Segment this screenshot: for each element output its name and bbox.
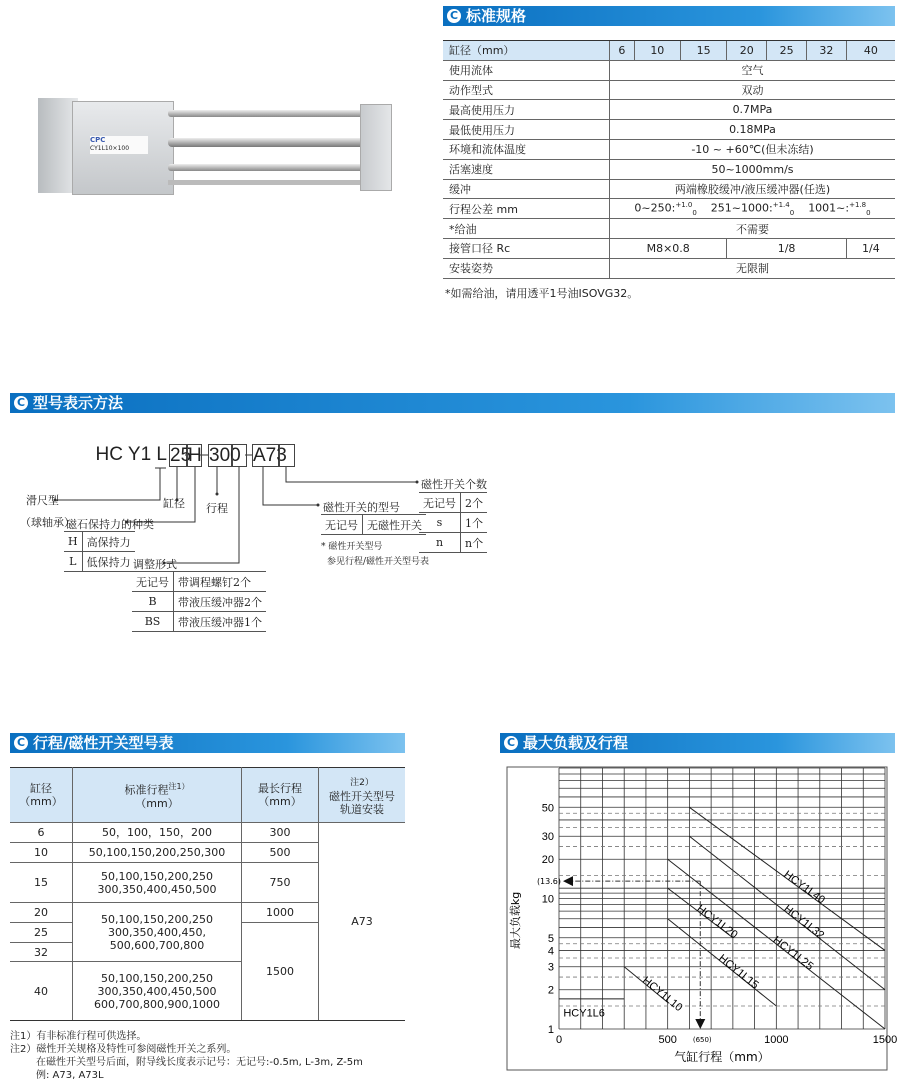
stroke-label: 行程 — [206, 502, 228, 515]
y-tick-label: 1 — [547, 1024, 554, 1036]
brand-label: CPC — [90, 136, 106, 144]
code: B — [132, 592, 174, 612]
desc: 低保持力 — [82, 552, 135, 572]
count-title: 磁性开关个数 — [421, 478, 487, 491]
chart-title: 最大负载及行程 — [523, 734, 629, 752]
row-label: 行程公差 mm — [443, 199, 610, 219]
desc: 高保持力 — [82, 532, 135, 552]
row-value: 50~1000mm/s — [610, 159, 896, 179]
series-label: HCY1L32 — [781, 902, 827, 942]
h-switch: 注2） 磁性开关型号 轨道安装 — [319, 768, 406, 823]
code: L — [64, 552, 82, 572]
h-std: 标准行程$^{注1)}$ （mm） — [73, 768, 242, 823]
series-label: HCY1L10 — [640, 974, 685, 1015]
desc: n个 — [461, 533, 488, 553]
row-value: 双动 — [610, 80, 896, 100]
adjust-title: 调整形式 — [133, 558, 177, 571]
code: BS — [132, 612, 174, 632]
bore-col: 32 — [806, 41, 846, 61]
bore-col: 6 — [610, 41, 635, 61]
chart-section-header — [500, 733, 895, 753]
code: s — [419, 513, 461, 533]
count-code-box — [279, 444, 295, 467]
row-label: 使用流体 — [443, 60, 610, 80]
hold-code-box: H — [188, 445, 202, 466]
series-label: HCY1L20 — [694, 902, 740, 942]
count-table — [419, 492, 487, 553]
row-value: 空气 — [610, 60, 896, 80]
bore-col: 15 — [680, 41, 726, 61]
model-title: 型号表示方法 — [33, 394, 124, 412]
row-label: 接管口径 Rc — [443, 238, 610, 258]
bore-code-box: 25 — [170, 445, 192, 466]
arrow-down-icon — [695, 1019, 705, 1029]
switch-note: 参见行程/磁性开关型号表 — [327, 557, 430, 567]
y-tick-label: 30 — [541, 831, 554, 844]
row-label: 缓冲 — [443, 179, 610, 199]
row-value: -10 ~ +60℃(但未冻结) — [610, 139, 896, 159]
row-label: 动作型式 — [443, 80, 610, 100]
code: 无记号 — [321, 515, 363, 535]
y-tick-label: 5 — [547, 932, 554, 945]
c-circle-icon: C — [504, 736, 518, 750]
y-tick-label: 2 — [547, 984, 554, 997]
desc: 无磁性开关 — [363, 515, 427, 535]
stroke-title: 行程/磁性开关型号表 — [33, 734, 174, 752]
row-label: 安装姿势 — [443, 258, 610, 278]
row-value: 1/4 — [846, 238, 895, 258]
magnet-title: 磁石保持力的种类 — [66, 518, 154, 531]
note: 在磁性开关型号后面，附导线长度表示记号：无记号:-0.5m, L-3m, Z-5m — [36, 1057, 363, 1068]
bore-col: 20 — [727, 41, 767, 61]
spec-footnote: *如需给油，请用透平1号油ISOVG32。 — [445, 287, 639, 300]
adjust-table — [132, 571, 266, 632]
c-circle-icon: C — [14, 396, 28, 410]
arrow-left-icon — [563, 876, 573, 886]
switch-code-box: A73 — [253, 445, 287, 466]
note: 注2）磁性开关规格及特性可参阅磁性开关之系列。 — [10, 1044, 237, 1055]
code: 无记号 — [132, 572, 174, 592]
row-label: 活塞速度 — [443, 159, 610, 179]
row-value: 1/8 — [727, 238, 846, 258]
slide-type-label: 滑尺型 — [26, 494, 59, 507]
y-tick-label: 10 — [541, 893, 554, 906]
row-value: 0~250:$^{+1.0}_0$ 251~1000:$^{+1.4}_0$ 1001~:$^{+1.8}_0$ — [610, 199, 896, 219]
model-prefix: HC Y1 L — [95, 444, 167, 465]
bore-col: 10 — [634, 41, 680, 61]
h-max: 最长行程 （mm） — [242, 768, 319, 823]
bore-col: 40 — [846, 41, 895, 61]
y-tick-label: 20 — [541, 854, 554, 867]
code: n — [419, 533, 461, 553]
switch-note: * 磁性开关型号 — [321, 542, 383, 552]
row-label: 最低使用压力 — [443, 120, 610, 140]
h-bore: 缸径 （mm） — [10, 768, 73, 823]
load-stroke-chart — [500, 760, 900, 1080]
row-value: 0.18MPa — [610, 120, 896, 140]
x-tick-label: 1000 — [764, 1034, 789, 1046]
y-tick-label: 50 — [541, 802, 554, 815]
annotation-y-label: (13.6) — [536, 877, 561, 887]
switch-title: 磁性开关的型号 — [323, 501, 400, 514]
code: 无记号 — [419, 493, 461, 513]
row-value: 无限制 — [610, 258, 896, 278]
row-value: 两端橡胶缓冲/液压缓冲器(任选) — [610, 179, 896, 199]
x-tick-label: 0 — [555, 1034, 563, 1046]
x-tick-label: 1500 — [872, 1034, 898, 1046]
switch-table — [321, 514, 426, 535]
series-label: HCY1L15 — [716, 952, 761, 992]
row-value: 0.7MPa — [610, 100, 896, 120]
desc: 带调程螺钉2个 — [174, 572, 267, 592]
note: 注1）有非标准行程可供选择。 — [10, 1031, 147, 1042]
bore-col: 25 — [767, 41, 807, 61]
row-label: 最高使用压力 — [443, 100, 610, 120]
series-label: HCY1L6 — [563, 1007, 605, 1020]
series-label: HCY1L40 — [781, 868, 828, 907]
c-circle-icon: C — [14, 736, 28, 750]
c-circle-icon: C — [447, 9, 461, 23]
desc: 2个 — [461, 493, 488, 513]
row-value: 不需要 — [610, 219, 896, 239]
slide-sub-label: （球轴承） — [20, 516, 75, 529]
model-label: CY1L10×100 — [90, 145, 130, 152]
row-value: M8×0.8 — [610, 238, 727, 258]
adjust-code-box — [232, 444, 247, 467]
bore-label: 缸径（mm） — [443, 41, 610, 61]
desc: 带液压缓冲器1个 — [174, 612, 267, 632]
x-axis-label: 气缸行程（mm） — [674, 1050, 770, 1064]
bore-label: 缸径 — [163, 497, 185, 510]
row-label: *给油 — [443, 219, 610, 239]
row-label: 环境和流体温度 — [443, 139, 610, 159]
code: H — [64, 532, 82, 552]
y-tick-label: 4 — [547, 945, 554, 958]
desc: 1个 — [461, 513, 488, 533]
series-label: HCY1L25 — [770, 934, 816, 973]
stroke-code-box: 300 — [209, 445, 241, 466]
stroke-section-header — [10, 733, 405, 753]
annotation-x-label: (650) — [692, 1036, 712, 1044]
spec-title: 标准规格 — [466, 7, 527, 25]
x-tick-label: 500 — [658, 1034, 677, 1046]
y-axis-label: 最大负载kg — [509, 891, 522, 950]
desc: 带液压缓冲器2个 — [174, 592, 267, 612]
switch-cell: A73 — [319, 823, 406, 1021]
y-tick-label: 3 — [547, 961, 554, 974]
stroke-table: 缸径 （mm） 标准行程$^{注1)}$ （mm） 最长行程 （mm） 注2） 磁性开关型号 轨道安装 6 50，100，150，200 300 A73 10 50,100,150,200,250,300 500 15 50,100,150,200,250 300,350,400,450,500 750 20 50,100,150,200,250 300,350,400,450, 500,600,700,800 1000 25 1500 32 40 50,100,150,200,250 300,350,400,450,500 600,700,800,900,1000 — [10, 767, 405, 1021]
note: 例: A73, A73L — [36, 1070, 104, 1081]
magnet-table — [64, 531, 135, 572]
